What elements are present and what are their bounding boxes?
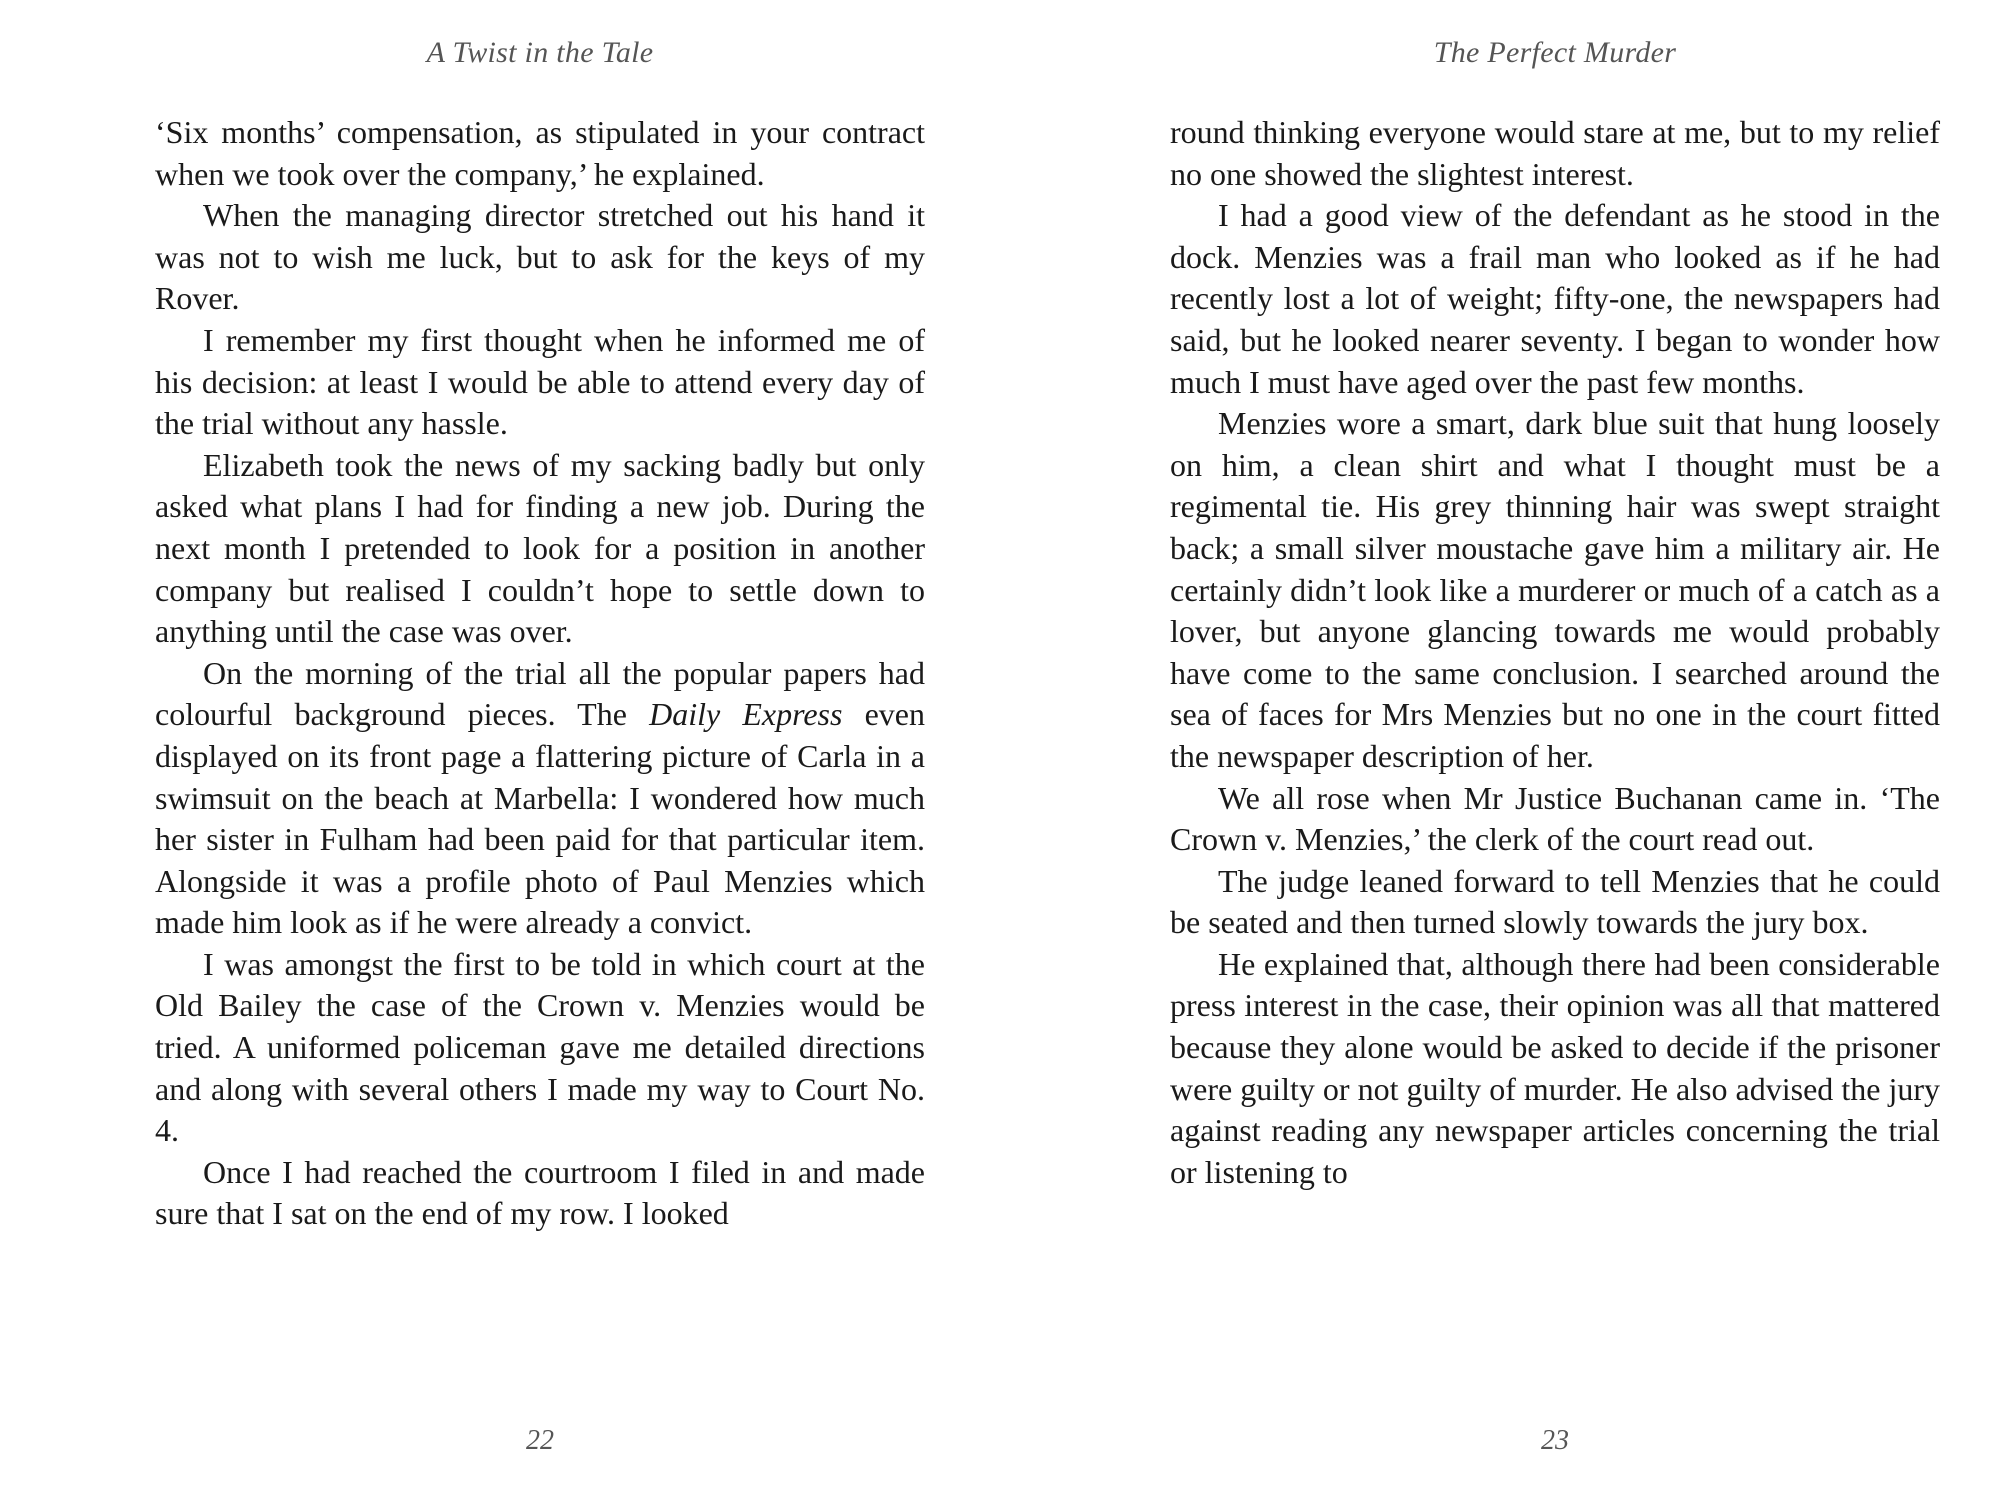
page-number-left: 22 <box>526 1425 554 1456</box>
paragraph: Menzies wore a smart, dark blue suit that hung loosely on him, a clean shirt and what I thought must be a regimental tie. His grey thinning hair was swept straight back; a small silver moustache gave him a military air. He certainly didn’t look like a murderer or much of a catch as a lover, but anyone glancing towards me would probably have come to the same conclusion. I searched around the sea of faces for Mrs Menzies but no one in the court fitted the newspaper description of her. <box>1170 405 1940 774</box>
left-page-body <box>155 112 925 1235</box>
running-head-left: A Twist in the Tale <box>426 36 654 69</box>
right-page-body <box>1170 112 1940 1193</box>
paragraph: I had a good view of the defendant as he stood in the dock. Menzies was a frail man who looked as if he had recently lost a lot of weight; fifty-one, the newspapers had said, but he looked nearer seventy. I began to wonder how much I must have aged over the past few months. <box>1170 197 1940 400</box>
right-page <box>1000 0 2000 1498</box>
page-number-right: 23 <box>1541 1425 1569 1456</box>
paragraph: When the managing director stretched out his hand it was not to wish me luck, but to ask for the keys of my Rover. <box>155 197 925 317</box>
paragraph: Elizabeth took the news of my sacking badly but only asked what plans I had for finding a new job. During the next month I pretended to look for a position in another company but realised I couldn’t hope to settle down to anything until the case was over. <box>155 446 925 650</box>
paragraph: ‘Six months’ compensation, as stipulated in your contract when we took over the company,’ he explained. <box>155 114 925 192</box>
paragraph: We all rose when Mr Justice Buchanan came in. ‘The Crown v. Menzies,’ the clerk of the court read out. <box>1170 779 1940 858</box>
paragraph: round thinking everyone would stare at me, but to my relief no one showed the slightest interest. <box>1170 114 1940 192</box>
paragraph-text: On the morning of the trial all the popular papers had colourful background pieces. The <box>155 654 925 733</box>
paragraph: I remember my first thought when he informed me of his decision: at least I would be able to attend every day of the trial without any hassle. <box>155 321 925 442</box>
paragraph <box>155 653 925 944</box>
paragraph: Once I had reached the courtroom I filed in and made sure that I sat on the end of my row. I looked <box>155 1153 925 1232</box>
paragraph-text: even displayed on its front page a flattering picture of Carla in a swimsuit on the beach at Marbella: I wondered how much her sister in Fulham had been paid for that particular item. Alongside it was a profile photo of Paul Menzies which made him look as if he were already a convict. <box>155 696 926 941</box>
newspaper-title: Daily Express <box>649 696 843 733</box>
paragraph: I was amongst the first to be told in which court at the Old Bailey the case of the Crown v. Menzies would be tried. A uniformed policeman gave me detailed directions and along with several others I made my way to Court No. 4. <box>155 945 925 1149</box>
running-head-right: The Perfect Murder <box>1433 36 1677 69</box>
paragraph: The judge leaned forward to tell Menzies that he could be seated and then turned slowly towards the jury box. <box>1170 862 1940 941</box>
paragraph: He explained that, although there had been considerable press interest in the case, their opinion was all that mattered because they alone would be asked to decide if the prisoner were guilty or not guilty of murder. He also advised the jury against reading any newspaper articles concerning the trial or listening to <box>1170 945 1940 1190</box>
